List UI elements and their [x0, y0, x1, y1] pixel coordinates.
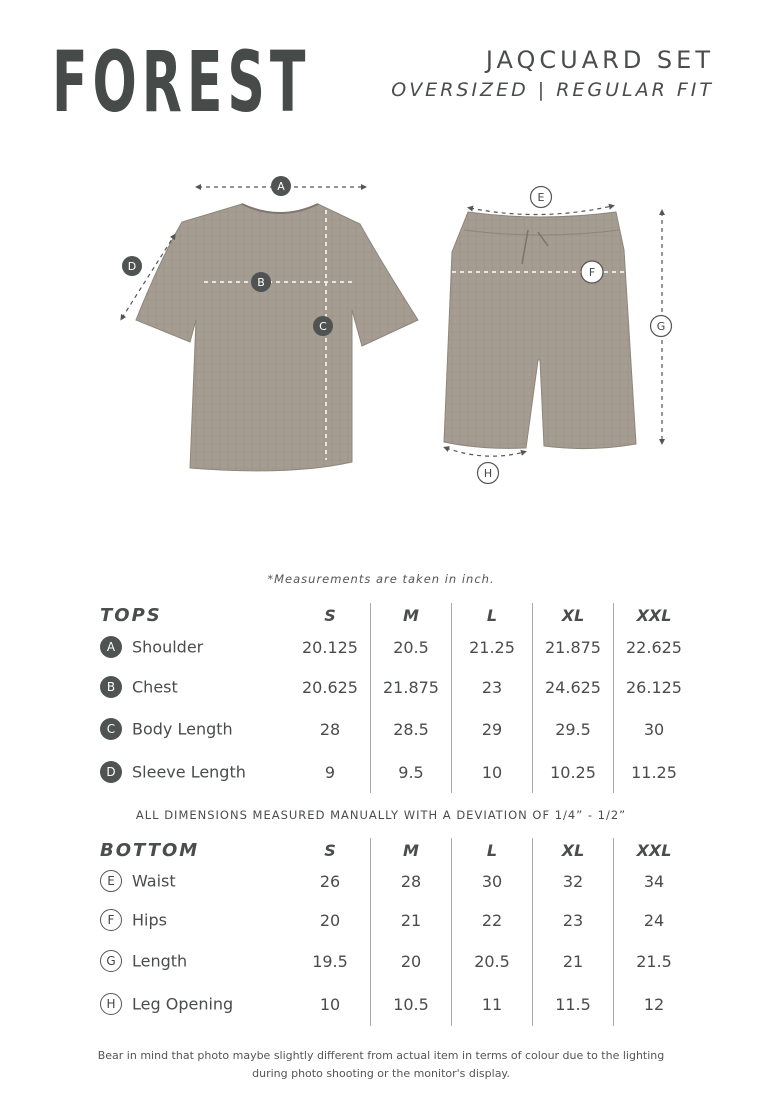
disclaimer-line-2: during photo shooting or the monitor's display.	[252, 1067, 510, 1080]
cell: 34	[614, 862, 695, 900]
disclaimer	[60, 1047, 702, 1083]
table-row	[100, 982, 694, 1026]
marker-e-badge: E	[100, 870, 122, 892]
size-header-s: S	[324, 605, 336, 625]
cell: 20.125	[302, 637, 358, 657]
bottoms-heading: BOTTOM	[100, 839, 200, 861]
size-header-xxl: XXL	[614, 603, 695, 627]
row-label: Body Length	[132, 719, 233, 739]
table-row	[100, 667, 694, 707]
cell: 28.5	[371, 707, 452, 751]
cell: 21.25	[452, 627, 533, 667]
cell: 20	[319, 910, 341, 930]
svg-text:G: G	[656, 320, 666, 333]
svg-text:F: F	[588, 266, 596, 279]
cell: 10	[452, 751, 533, 793]
cell: 11.5	[533, 982, 614, 1026]
cell: 29.5	[533, 707, 614, 751]
cell: 19.5	[312, 951, 348, 971]
svg-text:D: D	[127, 260, 137, 273]
cell: 23	[452, 667, 533, 707]
row-label: Length	[132, 951, 188, 971]
marker-b-badge: B	[100, 676, 122, 698]
table-row	[100, 900, 694, 940]
size-header-xl: XL	[533, 838, 614, 862]
cell: 24	[614, 900, 695, 940]
cell: 28	[371, 862, 452, 900]
cell: 23	[533, 900, 614, 940]
svg-text:A: A	[277, 180, 285, 193]
brand-logo: FOREST	[52, 33, 311, 131]
cell: 12	[614, 982, 695, 1026]
cell: 20.625	[302, 677, 358, 697]
marker-c-badge: C	[100, 718, 122, 740]
row-label: Waist	[132, 871, 176, 891]
bottoms-size-table	[100, 838, 694, 1026]
table-row	[100, 627, 694, 667]
cell: 30	[452, 862, 533, 900]
cell: 9	[324, 762, 336, 782]
table-row	[100, 707, 694, 751]
marker-a-badge: A	[100, 636, 122, 658]
cell: 9.5	[371, 751, 452, 793]
cell: 11.25	[614, 751, 695, 793]
row-label: Sleeve Length	[132, 762, 246, 782]
marker-h	[478, 463, 499, 484]
marker-f	[581, 261, 603, 283]
cell: 26	[319, 871, 341, 891]
row-label: Leg Opening	[132, 994, 234, 1014]
marker-h-badge: H	[100, 993, 122, 1015]
cell: 32	[533, 862, 614, 900]
svg-text:E: E	[537, 191, 545, 204]
deviation-note: ALL DIMENSIONS MEASURED MANUALLY WITH A DEVIATION OF 1/4” - 1/2”	[135, 808, 627, 822]
product-name: JAQCUARD SET	[485, 46, 714, 74]
product-fit: OVERSIZED | REGULAR FIT	[391, 79, 714, 101]
cell: 22.625	[614, 627, 695, 667]
svg-text:B: B	[257, 276, 265, 289]
row-label: Hips	[132, 910, 167, 930]
cell: 10.5	[371, 982, 452, 1026]
cell: 20.5	[371, 627, 452, 667]
tops-size-table	[100, 603, 694, 793]
svg-text:C: C	[319, 320, 327, 333]
row-label: Shoulder	[132, 637, 204, 657]
marker-d	[122, 256, 142, 276]
cell: 30	[614, 707, 695, 751]
marker-g	[651, 316, 672, 337]
cell: 21	[371, 900, 452, 940]
cell: 24.625	[533, 667, 614, 707]
cell: 10	[319, 994, 341, 1014]
cell: 21	[533, 940, 614, 982]
marker-d-badge: D	[100, 761, 122, 783]
size-header-m: M	[371, 603, 452, 627]
size-header-m: M	[371, 838, 452, 862]
table-row	[100, 751, 694, 793]
size-header-xxl: XXL	[614, 838, 695, 862]
marker-c	[313, 316, 333, 336]
marker-g-badge: G	[100, 950, 122, 972]
row-label: Chest	[132, 677, 178, 697]
marker-f-badge: F	[100, 909, 122, 931]
cell: 11	[452, 982, 533, 1026]
disclaimer-line-1: Bear in mind that photo maybe slightly different from actual item in terms of colour due to the lighting	[97, 1049, 665, 1062]
shorts-illustration	[444, 212, 636, 449]
svg-text:H: H	[483, 467, 493, 480]
cell: 29	[452, 707, 533, 751]
tshirt-illustration	[136, 204, 418, 471]
cell: 21.5	[614, 940, 695, 982]
size-header-xl: XL	[533, 603, 614, 627]
marker-e	[531, 187, 552, 208]
marker-b	[251, 272, 271, 292]
size-header-l: L	[452, 838, 533, 862]
cell: 28	[319, 719, 341, 739]
cell: 21.875	[371, 667, 452, 707]
marker-a	[271, 176, 291, 196]
cell: 21.875	[533, 627, 614, 667]
table-row	[100, 862, 694, 900]
tops-heading: TOPS	[100, 604, 162, 626]
cell: 26.125	[614, 667, 695, 707]
cell: 10.25	[533, 751, 614, 793]
table-row	[100, 940, 694, 982]
garment-diagram	[0, 160, 762, 500]
size-header-l: L	[452, 603, 533, 627]
cell: 20.5	[452, 940, 533, 982]
cell: 20	[371, 940, 452, 982]
cell: 22	[452, 900, 533, 940]
size-header-s: S	[324, 840, 336, 860]
measurement-note: *Measurements are taken in inch.	[267, 572, 495, 586]
